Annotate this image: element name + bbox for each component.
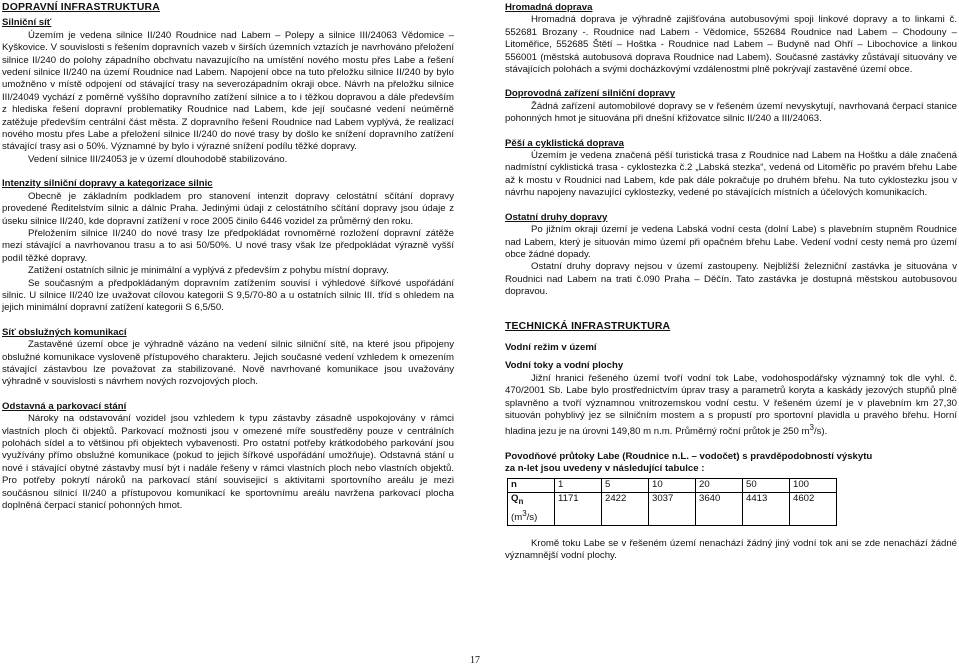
table-cell: 2422 <box>602 492 649 525</box>
flood-flow-title-line-1: Povodňové průtoky Labe (Roudnice n.L. – vodočet) s pravděpodobností výskytu <box>505 450 873 462</box>
water-regime-title: Vodní režim v území <box>505 341 597 353</box>
table-cell: 10 <box>649 478 696 492</box>
table-row <box>508 478 837 492</box>
flood-flow-title-line-2: za n-let jsou uvedeny v následující tabulce : <box>505 463 705 475</box>
intensity-paragraph-4: Se současným a předpokládaným dopravním zatížením souvisí i výhledové šířkové uspořádání silnic. U silnice II/240 lze uvažovat cílovou kategorii S 9,5/70-80 a u ostatních silnic III. tříd s ohledem na jejich minimální dopravní zatížení kategorii S 6,5/50. <box>2 277 454 314</box>
parking-paragraph: Nároky na odstavování vozidel jsou vzhledem k typu zástavby zásadně uspokojovány v rámci vlastních ploch či objektů. Parkovací možnosti jsou v omezené míře soustředěny pouze v centrálních polohách sídel a to většinou při objektech vybavenosti. Pro ostatní potřeby krátkodobého parkování jsou využívány přímo obslužné komunikace (pokud to jejich šířkové uspořádání umožňuje). Odstavná stání u nové i stávající obytné zástavby musí být i nadále řešeny v rámci vlastních ploch nebo vlastních objektů. Pro potřeby pokrytí nároků na parkovací stání souvisejicí s aktivitami sportovního areálu je mezi součásnou silnicí II/240 a přístupovou komunikací ke sportovnímu areálu navržena parkovací plocha doplněná čerpací stanicí pohonných hmot. <box>2 413 454 512</box>
table-cell: 20 <box>696 478 743 492</box>
table-cell: 50 <box>743 478 790 492</box>
intensity-title: Intenzity silniční dopravy a kategorizace silnic <box>2 178 213 190</box>
other-transport-title: Ostatní druhy dopravy <box>505 211 608 223</box>
intensity-paragraph-2: Přeložením silnice II/240 do nové trasy lze předpokládat rovnoměrné rozložení dopravní zátěže mezi stávající a navrhovanou trasu a to asi 50/50%. U nové trasy však lze předpokládat výrazně vyšší podíl těžké dopravy. <box>2 227 454 264</box>
intensity-paragraph-1: Obecně je základním podkladem pro stanovení intenzit dopravy celostátní sčítání dopravy provedené Ředitelstvím silnic a dálnic Praha. Jedinými údaji z celostátního sčítání dopravy jsou údaje z úseku silnice II/240, kde dopravní zatížení v roce 2005 činilo 6446 vozidel za průměrný den roku. <box>2 190 454 227</box>
section-heading-transport: DOPRAVNÍ INFRASTRUKTURA <box>2 2 160 13</box>
streams-paragraph <box>505 373 957 439</box>
walk-cycle-title: Pěší a cyklistická doprava <box>505 137 624 149</box>
table-cell: 1171 <box>555 492 602 525</box>
accessory-title: Doprovodná zařízení silniční dopravy <box>505 88 676 100</box>
table-cell: 3037 <box>649 492 696 525</box>
table-cell-label: n <box>508 478 555 492</box>
page-number: 17 <box>470 655 480 666</box>
left-column <box>2 2 454 512</box>
streams-text: Jižní hranici řešeného území tvoří vodní tok Labe, vodohospodářsky významný tok dle vyhl. č. 470/2001 Sb. Labe bylo prostřednictvím úprav trasy a parametrů koryta a kaskády jezových stupňů plně splavněno a tvoří významnou vnitrozemskou vodní cestu. V řešeném území je v plavebním km 27,30 situován pohyblivý jez se silničním mostem a s propustí pro sportovní plavidla u pravého břehu. Horní hladina jezu je na úrovni 149,80 m n.m. Průměrný roční průtok je 250 m <box>505 372 957 438</box>
service-roads-title: Síť obslužných komunikací <box>2 326 127 338</box>
table-cell: 1 <box>555 478 602 492</box>
table-cell: 4413 <box>743 492 790 525</box>
streams-paragraph-2: Kromě toku Labe se v řešeném území nenachází žádný jiný vodní tok ani se zde nenachází žádné významnější vodní plochy. <box>505 537 957 562</box>
table-cell: 3640 <box>696 492 743 525</box>
table-cell: 4602 <box>790 492 837 525</box>
table-cell-label: $Q_n$ $(m^3/s)$ <box>508 492 555 525</box>
section-heading-technical: TECHNICKÁ INFRASTRUKTURA <box>505 320 671 332</box>
streams-text-end: /s). <box>813 426 828 438</box>
road-net-title: Silniční síť <box>2 17 52 29</box>
service-roads-paragraph: Zastavěné území obce je výhradně vázáno na vedení silnic silniční sítě, na které jsou připojeny obslužné komunikace vysloveně přístupového charakteru. Jejich současné vedení vzhledem k omezením stávající zástavbou lze považovat za stabilizované. Nově navrhované komunikace jsou uvažovány výhradně v souvislosti s návrhem nových rozvojových ploch. <box>2 339 454 388</box>
bus-paragraph: Hromadná doprava je výhradně zajišťována autobusovými spoji linkové dopravy a to linkami č. 552681 Brozany -. Roudnice nad Labem - Vědomice, 552684 Roudnice nad Labem – Chodouny – Litoměřice, 552685 Štětí – Hoštka - Roudnice nad Labem – Budyně nad Ohří – Libochovice a linkou 556001 (městská autobusová doprava Roudnice nad Labem). Současné zastávky zůstávají situovány ve stávajících polohách a svými docházkovými vzdálenostmi plně pokrývají zastavěné území obce. <box>505 14 957 76</box>
table-cell: 100 <box>790 478 837 492</box>
bus-title: Hromadná doprava <box>505 2 593 13</box>
accessory-paragraph: Žádná zařízení automobilové dopravy se v řešeném území nevyskytují, navrhovaná čerpací stanice pohonných hmot je situována při dnešní křižovatce silnic II/240 a III/24063. <box>505 100 957 125</box>
other-transport-paragraph-2: Ostatní druhy dopravy nejsou v území zastoupeny. Nejbližší železniční zastávka je situována v Roudnici nad Labem na trati č.090 Praha – Děčín. Tato zastávka je dostupná městskou autobusovou dopravou. <box>505 261 957 298</box>
road-net-paragraph: Územím je vedena silnice II/240 Roudnice nad Labem – Polepy a silnice III/24063 Vědomice – Kyškovice. V souvislosti s řešením dopravních vazeb v širších územních vztazích je navrhováno přeložení silnice II/240 do polohy západního obchvatu navazujícího na umístění nového mostu přes Labe a řešení vedení silnice II/240 na území Roudnice nad Labem. Napojení obce na tuto přeložku silnice II/240 by bylo umožněno v místě odpojení od stávající trasy na severozápadním okraji obce. Návrh na přeložku silnice III/24049 vychází z poměrně vyššího dopravního zatížení silnice a to i těžkou dopravou a dále především z hlediska řešení dopravní problematiky Roudnice nad Labem, kde její současné vedení neúměrně zatěžuje především centrální část města. Z dopravního řešení Roudnice nad Labem vyplývá, že realizací nového mostu přes Labe a přeložení silnice II/240 do nové trasy by došlo ke snížení dopravního zatížení stávající trasy asi o 50%. Významné by bylo i výrazné snížení podílu těžké dopravy. <box>2 29 454 153</box>
right-column <box>505 2 957 563</box>
walk-cycle-paragraph: Územím je vedena značená pěší turistická trasa z Roudnice nad Labem na Hoštku a dále značená nadmístní cyklistická trasa - cyklostezka č.2 „Labská stezka“, vedená od Litoměřic po pravém břehu Labe až k mostu v Roudnici nad Labem, kde pak dále pokračuje po druhém břehu. Na tuto cyklostezku jsou v návrhu napojeny navazující cyklostezky, vedené po stávajících místních a účelových komunikacích. <box>505 150 957 199</box>
parking-title: Odstavná a parkovací stání <box>2 400 127 412</box>
flood-flow-table <box>507 478 837 526</box>
streams-title: Vodní toky a vodní plochy <box>505 360 624 372</box>
streams-superscript: 3 <box>809 423 814 433</box>
road-net-paragraph-2: Vedení silnice III/24053 je v území dlouhodobě stabilizováno. <box>28 153 288 165</box>
other-transport-paragraph-1: Po jižním okraji území je vedena Labská vodní cesta (dolní Labe) s plavebním stupněm Roudnice nad Labem, který je situován mimo území při opačném břehu Labe. Vedení vodní cesty nemá pro území obce žádné dopady. <box>505 224 957 260</box>
intensity-paragraph-3: Zatížení ostatních silnic je minimální a vyplývá z především z pohybu místní dopravy. <box>28 265 389 277</box>
table-row <box>508 492 837 525</box>
table-cell: 5 <box>602 478 649 492</box>
